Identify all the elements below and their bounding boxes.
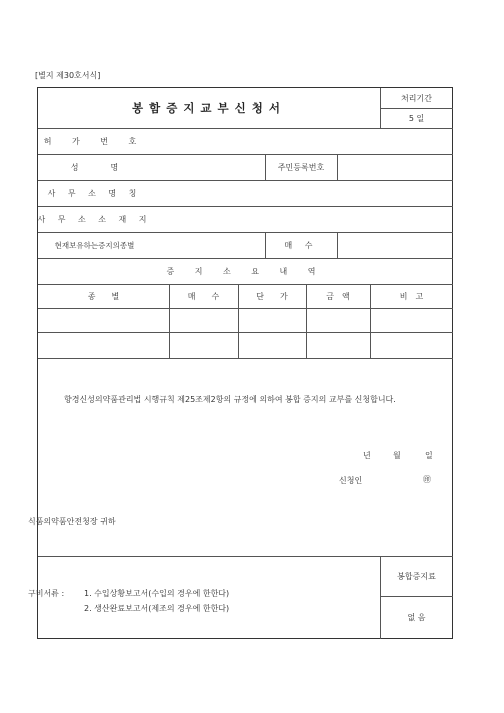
application-statement: 향경신성의약품관리법 시행규칙 제25조제2항의 규정에 의하여 봉합 증지의 교부를 신청합니다. bbox=[64, 395, 396, 404]
applicant-label: 신청인 bbox=[339, 476, 363, 485]
office-address-label: 사 무 소 소 재 지 bbox=[37, 214, 152, 224]
date-month: 월 bbox=[393, 451, 401, 460]
details-header: 증 지 소 요 내 역 bbox=[166, 266, 325, 276]
license-number-label: 허 가 번 호 bbox=[43, 136, 146, 146]
date-day: 일 bbox=[425, 451, 433, 460]
column-type: 종 별 bbox=[87, 291, 120, 301]
column-unit-price: 단 가 bbox=[256, 291, 288, 301]
processing-period-value: 5 일 bbox=[408, 113, 425, 123]
table-row[interactable] bbox=[38, 332, 453, 358]
current-stamp-type-field[interactable] bbox=[151, 232, 265, 258]
table-row[interactable] bbox=[38, 308, 453, 332]
processing-period-label: 처리기간 bbox=[401, 93, 432, 103]
fee-label: 봉합증지료 bbox=[397, 571, 436, 581]
column-count: 매 수 bbox=[187, 291, 220, 301]
count-label: 매 수 bbox=[284, 240, 318, 250]
addressee: 식품의약품안전청장 귀하 bbox=[28, 517, 116, 526]
form-title: 봉함증지교부신청서 bbox=[132, 101, 286, 115]
documents-item-1: 1. 수입상황보고서(수입의 경우에 한한다) bbox=[84, 589, 230, 598]
name-label: 성 명 bbox=[70, 162, 119, 172]
office-address-field[interactable] bbox=[151, 206, 453, 232]
date-year: 년 bbox=[363, 451, 371, 460]
current-stamp-type-label: 현재보유하는증지의종별 bbox=[54, 240, 135, 250]
resident-number-field[interactable] bbox=[337, 154, 453, 180]
seal-mark: ㊞ bbox=[423, 475, 431, 484]
license-number-field[interactable] bbox=[151, 128, 453, 154]
application-form bbox=[28, 87, 453, 639]
office-name-field[interactable] bbox=[151, 180, 453, 206]
documents-label: 구비서류 : bbox=[28, 589, 65, 598]
resident-number-label: 주민등록번호 bbox=[277, 162, 325, 172]
fee-value: 없 음 bbox=[407, 613, 426, 622]
count-field[interactable] bbox=[337, 232, 453, 258]
column-amount: 금 액 bbox=[326, 291, 350, 301]
column-remarks: 비 고 bbox=[399, 291, 424, 301]
form-number: [별지 제30호서식] bbox=[35, 71, 101, 80]
name-field[interactable] bbox=[151, 154, 265, 180]
office-name-label: 사 무 소 명 칭 bbox=[47, 188, 142, 198]
documents-item-2: 2. 생산완료보고서(제조의 경우에 한한다) bbox=[84, 604, 230, 613]
